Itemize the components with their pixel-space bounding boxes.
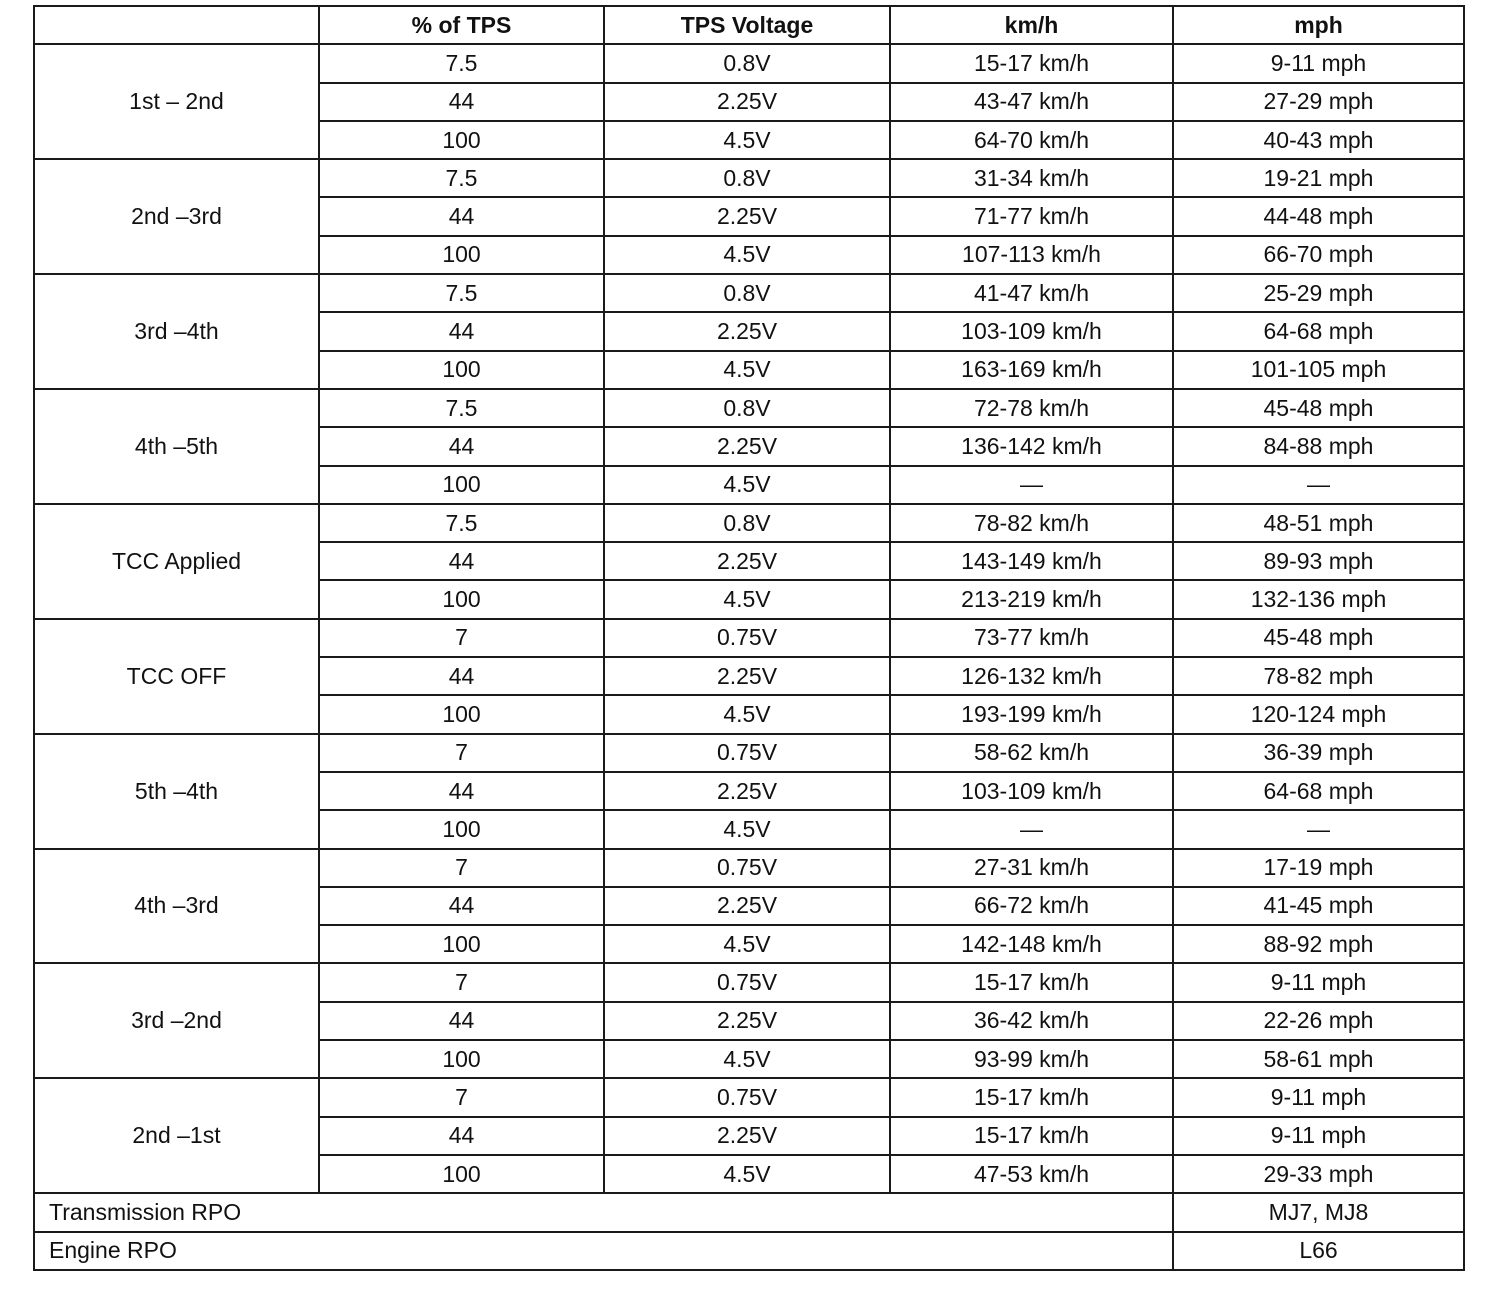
kmh-cell: 64-70 km/h [890,121,1173,159]
tps-percent-cell: 44 [319,887,604,925]
table-row [34,619,1464,657]
table-row [34,963,1464,1001]
tps-voltage-cell: 0.75V [604,619,890,657]
tps-voltage-cell: 2.25V [604,427,890,465]
table-row [34,44,1464,82]
tps-percent-cell: 7.5 [319,159,604,197]
kmh-cell: 93-99 km/h [890,1040,1173,1078]
table-footer [34,1193,1464,1270]
kmh-cell: 36-42 km/h [890,1002,1173,1040]
shift-label: 3rd –4th [34,274,319,389]
tps-percent-cell: 44 [319,312,604,350]
tps-percent-cell: 7 [319,1078,604,1116]
kmh-cell: 71-77 km/h [890,197,1173,235]
header-tps-percent: % of TPS [319,6,604,44]
table-row [34,274,1464,312]
tps-voltage-cell: 0.8V [604,159,890,197]
kmh-cell: 43-47 km/h [890,83,1173,121]
tps-voltage-cell: 0.8V [604,274,890,312]
mph-cell: 41-45 mph [1173,887,1464,925]
tps-voltage-cell: 4.5V [604,236,890,274]
tps-percent-cell: 44 [319,427,604,465]
tps-voltage-cell: 2.25V [604,887,890,925]
mph-cell: — [1173,810,1464,848]
header-kmh: km/h [890,6,1173,44]
mph-cell: 64-68 mph [1173,312,1464,350]
kmh-cell: 15-17 km/h [890,44,1173,82]
tps-voltage-cell: 0.8V [604,389,890,427]
shift-label: 5th –4th [34,734,319,849]
rpo-value: MJ7, MJ8 [1173,1193,1464,1231]
kmh-cell: — [890,810,1173,848]
mph-cell: 27-29 mph [1173,83,1464,121]
kmh-cell: 142-148 km/h [890,925,1173,963]
mph-cell: 84-88 mph [1173,427,1464,465]
kmh-cell: 73-77 km/h [890,619,1173,657]
header-mph: mph [1173,6,1464,44]
mph-cell: 9-11 mph [1173,963,1464,1001]
shift-label: 1st – 2nd [34,44,319,159]
kmh-cell: 136-142 km/h [890,427,1173,465]
mph-cell: 44-48 mph [1173,197,1464,235]
tps-voltage-cell: 2.25V [604,197,890,235]
rpo-label: Engine RPO [34,1232,1173,1270]
kmh-cell: — [890,466,1173,504]
tps-voltage-cell: 2.25V [604,772,890,810]
tps-percent-cell: 100 [319,925,604,963]
tps-percent-cell: 100 [319,695,604,733]
mph-cell: 48-51 mph [1173,504,1464,542]
mph-cell: 89-93 mph [1173,542,1464,580]
shift-label: 3rd –2nd [34,963,319,1078]
tps-voltage-cell: 0.8V [604,504,890,542]
mph-cell: 78-82 mph [1173,657,1464,695]
header-row [34,6,1464,44]
tps-voltage-cell: 4.5V [604,351,890,389]
tps-percent-cell: 100 [319,1040,604,1078]
tps-voltage-cell: 0.8V [604,44,890,82]
tps-voltage-cell: 4.5V [604,466,890,504]
table-row [34,504,1464,542]
tps-percent-cell: 100 [319,236,604,274]
tps-voltage-cell: 4.5V [604,810,890,848]
mph-cell: 29-33 mph [1173,1155,1464,1193]
kmh-cell: 15-17 km/h [890,1117,1173,1155]
tps-percent-cell: 7.5 [319,389,604,427]
kmh-cell: 66-72 km/h [890,887,1173,925]
shift-label: TCC OFF [34,619,319,734]
mph-cell: 9-11 mph [1173,1117,1464,1155]
rpo-row [34,1193,1464,1231]
mph-cell: 66-70 mph [1173,236,1464,274]
table-row [34,1078,1464,1116]
shift-label: 2nd –3rd [34,159,319,274]
table-row [34,389,1464,427]
kmh-cell: 15-17 km/h [890,963,1173,1001]
tps-percent-cell: 7 [319,734,604,772]
tps-percent-cell: 7 [319,849,604,887]
tps-percent-cell: 44 [319,657,604,695]
kmh-cell: 193-199 km/h [890,695,1173,733]
mph-cell: 101-105 mph [1173,351,1464,389]
kmh-cell: 47-53 km/h [890,1155,1173,1193]
kmh-cell: 27-31 km/h [890,849,1173,887]
kmh-cell: 72-78 km/h [890,389,1173,427]
shift-label: TCC Applied [34,504,319,619]
shift-label: 4th –3rd [34,849,319,964]
tps-percent-cell: 44 [319,772,604,810]
shift-label: 4th –5th [34,389,319,504]
mph-cell: 58-61 mph [1173,1040,1464,1078]
tps-voltage-cell: 0.75V [604,734,890,772]
mph-cell: 17-19 mph [1173,849,1464,887]
tps-percent-cell: 44 [319,83,604,121]
mph-cell: 45-48 mph [1173,619,1464,657]
mph-cell: 45-48 mph [1173,389,1464,427]
tps-percent-cell: 100 [319,466,604,504]
tps-voltage-cell: 2.25V [604,312,890,350]
header-tps-voltage: TPS Voltage [604,6,890,44]
mph-cell: 64-68 mph [1173,772,1464,810]
tps-voltage-cell: 4.5V [604,580,890,618]
kmh-cell: 143-149 km/h [890,542,1173,580]
table-row [34,849,1464,887]
rpo-value: L66 [1173,1232,1464,1270]
kmh-cell: 15-17 km/h [890,1078,1173,1116]
tps-percent-cell: 7.5 [319,44,604,82]
table-row [34,734,1464,772]
tps-percent-cell: 44 [319,1117,604,1155]
tps-percent-cell: 7 [319,619,604,657]
tps-voltage-cell: 2.25V [604,542,890,580]
kmh-cell: 31-34 km/h [890,159,1173,197]
tps-voltage-cell: 4.5V [604,121,890,159]
kmh-cell: 213-219 km/h [890,580,1173,618]
tps-voltage-cell: 2.25V [604,1002,890,1040]
mph-cell: — [1173,466,1464,504]
tps-percent-cell: 7.5 [319,274,604,312]
kmh-cell: 126-132 km/h [890,657,1173,695]
tps-percent-cell: 100 [319,580,604,618]
tps-percent-cell: 100 [319,121,604,159]
tps-percent-cell: 100 [319,1155,604,1193]
tps-percent-cell: 44 [319,1002,604,1040]
kmh-cell: 41-47 km/h [890,274,1173,312]
tps-percent-cell: 7 [319,963,604,1001]
table-body [34,44,1464,1193]
tps-voltage-cell: 0.75V [604,963,890,1001]
shift-speed-table [33,5,1465,1271]
mph-cell: 132-136 mph [1173,580,1464,618]
tps-percent-cell: 7.5 [319,504,604,542]
tps-percent-cell: 44 [319,542,604,580]
mph-cell: 25-29 mph [1173,274,1464,312]
table-row [34,159,1464,197]
tps-voltage-cell: 4.5V [604,1040,890,1078]
tps-voltage-cell: 0.75V [604,1078,890,1116]
header-shift [34,6,319,44]
mph-cell: 88-92 mph [1173,925,1464,963]
tps-voltage-cell: 0.75V [604,849,890,887]
tps-voltage-cell: 4.5V [604,925,890,963]
kmh-cell: 103-109 km/h [890,312,1173,350]
rpo-label: Transmission RPO [34,1193,1173,1231]
mph-cell: 40-43 mph [1173,121,1464,159]
tps-percent-cell: 100 [319,810,604,848]
mph-cell: 36-39 mph [1173,734,1464,772]
tps-voltage-cell: 4.5V [604,1155,890,1193]
kmh-cell: 103-109 km/h [890,772,1173,810]
shift-label: 2nd –1st [34,1078,319,1193]
mph-cell: 22-26 mph [1173,1002,1464,1040]
mph-cell: 9-11 mph [1173,44,1464,82]
tps-percent-cell: 100 [319,351,604,389]
kmh-cell: 107-113 km/h [890,236,1173,274]
tps-voltage-cell: 2.25V [604,1117,890,1155]
rpo-row [34,1232,1464,1270]
tps-voltage-cell: 4.5V [604,695,890,733]
kmh-cell: 163-169 km/h [890,351,1173,389]
kmh-cell: 78-82 km/h [890,504,1173,542]
kmh-cell: 58-62 km/h [890,734,1173,772]
tps-percent-cell: 44 [319,197,604,235]
tps-voltage-cell: 2.25V [604,657,890,695]
mph-cell: 9-11 mph [1173,1078,1464,1116]
mph-cell: 120-124 mph [1173,695,1464,733]
tps-voltage-cell: 2.25V [604,83,890,121]
mph-cell: 19-21 mph [1173,159,1464,197]
